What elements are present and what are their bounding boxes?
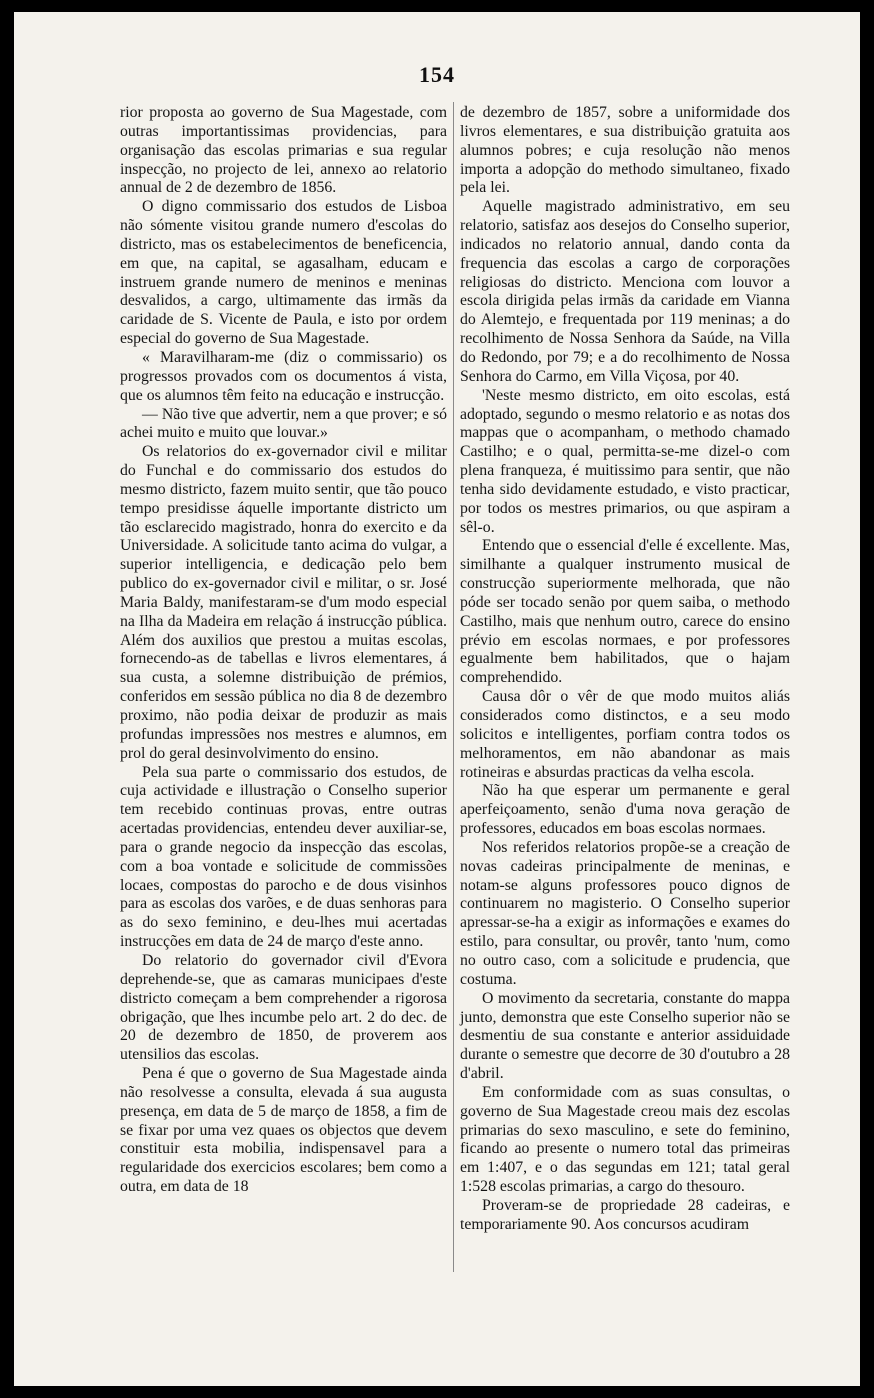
paragraph: Os relatorios do ex-governador civil e militar do Funchal e do commissario dos estudos do mesmo districto, fazem muito sentir, que tão pouco tempo presidisse áquelle importante districto um tão esclarecido magistrado, honra do exercito e da Universidade. A solicitude tanto acima do vulgar, a superior intelligencia, e dedicação pelo bem publico do ex-governador civil e militar, o sr. José Maria Baldy, manifestaram-se d'um modo especial na Ilha da Madeira em relação á instrucção pública. Além dos auxilios que prestou a muitas escolas, fornecendo-as de tabellas e livros elementares, á sua custa, a solemne distribuição de prémios, conferidos em sessão pública no dia 8 de dezembro proximo, não podia deixar de produzir as mais profundas impressões nos mestres e alumnos, em prol do geral desinvolvimento do ensino. [120, 443, 447, 762]
paragraph: 'Neste mesmo districto, em oito escolas, está adoptado, segundo o mesmo relatorio e as notas dos mappas que o acompanham, o methodo chamado Castilho; e o qual, permitta-se-me dizel-o com plena franqueza, é muitissimo para sentir, que não tenha sido devidamente estudado, e visto practicar, por todos os mestres primarios, ou que aspiram a sêl-o. [460, 386, 790, 536]
paragraph: Não ha que esperar um permanente e geral aperfeiçoamento, senão d'uma nova geração de professores, educados em boas escolas normaes. [460, 782, 790, 838]
paragraph: « Maravilharam-me (diz o commissario) os progressos provados com os documentos á vista, que os alumnos têm feito na educação e instrucção. [120, 348, 447, 404]
right-column [460, 104, 790, 1235]
paragraph: Pela sua parte o commissario dos estudos, de cuja actividade e illustração o Conselho superior tem recebido continuas provas, entre outras acertadas providencias, entendeu dever auxiliar-se, para o grande negocio da inspecção das escolas, com a boa vontade e solicitude de commissões locaes, compostas do parocho e de dous visinhos para as escolas dos varões, e de duas senhoras para as do sexo feminino, e deu-lhes mui acertadas instrucções em data de 24 de março d'este anno. [120, 763, 447, 951]
paragraph: rior proposta ao governo de Sua Magestade, com outras importantissimas providencias, para organisação das escolas primarias e sua regular inspecção, no projecto de lei, annexo ao relatorio annual de 2 de dezembro de 1856. [120, 104, 447, 197]
left-column [120, 104, 447, 1197]
paragraph: — Não tive que advertir, nem a que prover; e só achei muito e muito que louvar.» [120, 405, 447, 442]
paragraph: Nos referidos relatorios propõe-se a creação de novas cadeiras principalmente de meninas, e notam-se alguns professores pouco dignos de continuarem no magisterio. O Conselho superior apressar-se-ha a exigir as informações e exames do estilo, para consultar, ou provêr, tanto 'num, como no outro caso, com a solicitude e prudencia, que costuma. [460, 838, 790, 988]
paragraph: Do relatorio do governador civil d'Evora deprehende-se, que as camaras municipaes d'este districto começam a bem comprehender a rigorosa obrigação, que lhes incumbe pelo art. 2 do dec. de 20 de dezembro de 1850, de proverem aos utensilios das escolas. [120, 951, 447, 1064]
paragraph: Causa dôr o vêr de que modo muitos aliás considerados como distinctos, e a seu modo solicitos e intelligentes, porfiam contra todos os melhoramentos, em não abandonar as mais rotineiras e absurdas practicas da velha escola. [460, 688, 790, 781]
document-page [14, 12, 860, 1386]
paragraph: Pena é que o governo de Sua Magestade ainda não resolvesse a consulta, elevada á sua augusta presença, em data de 5 de março de 1858, a fim de se fixar por uma vez quaes os objectos que devem constituir esta mobilia, indispensavel para a regularidade dos exercicios escolares; bem como a outra, em data de 18 [120, 1065, 447, 1196]
paragraph: Em conformidade com as suas consultas, o governo de Sua Magestade creou mais dez escolas primarias do sexo masculino, e sete do feminino, ficando ao presente o numero total das primeiras em 1:407, e o das segundas em 121; tatal geral 1:528 escolas primarias, a cargo do thesouro. [460, 1083, 790, 1196]
paragraph: Aquelle magistrado administrativo, em seu relatorio, satisfaz aos desejos do Conselho superior, indicados no relatorio annual, dando conta da frequencia das escolas a cargo de corporações religiosas do districto. Menciona com louvor a escola dirigida pelas irmãs da caridade em Vianna do Alemtejo, e frequentada por 119 meninas; a do recolhimento de Nossa Senhora da Saúde, na Villa do Redondo, por 79; e a do recolhimento de Nossa Senhora do Carmo, em Villa Viçosa, por 40. [460, 198, 790, 385]
paragraph: O movimento da secretaria, constante do mappa junto, demonstra que este Conselho superior não se desmentiu de sua constante e anterior assiduidade durante o semestre que decorre de 30 d'outubro a 28 d'abril. [460, 989, 790, 1083]
paragraph: de dezembro de 1857, sobre a uniformidade dos livros elementares, e sua distribuição gratuita aos alumnos pobres; e cuja resolução não menos importa a adopção do methodo simultaneo, fixado pela lei. [460, 104, 790, 197]
paragraph: Proveram-se de propriedade 28 cadeiras, e temporariamente 90. Aos concursos acudiram [460, 1196, 790, 1233]
column-divider [453, 102, 454, 1272]
paragraph: O digno commissario dos estudos de Lisboa não sómente visitou grande numero d'escolas do districto, mas os estabelecimentos de beneficencia, em que, na capital, se agasalham, educam e instruem grande numero de meninos e meninas desvalidos, a cargo, ultimamente das irmãs da caridade de S. Vicente de Paula, e isto por ordem especial do governo de Sua Magestade. [120, 198, 447, 348]
paragraph: Entendo que o essencial d'elle é excellente. Mas, similhante a qualquer instrumento musical de construcção superiormente melhorada, que não póde ser tocado senão por quem saiba, o methodo Castilho, mais que nenhum outro, carece do ensino prévio em escolas normaes, e por professores egualmente bem habilitados, que o hajam comprehendido. [460, 537, 790, 687]
page-number: 154 [419, 62, 455, 87]
